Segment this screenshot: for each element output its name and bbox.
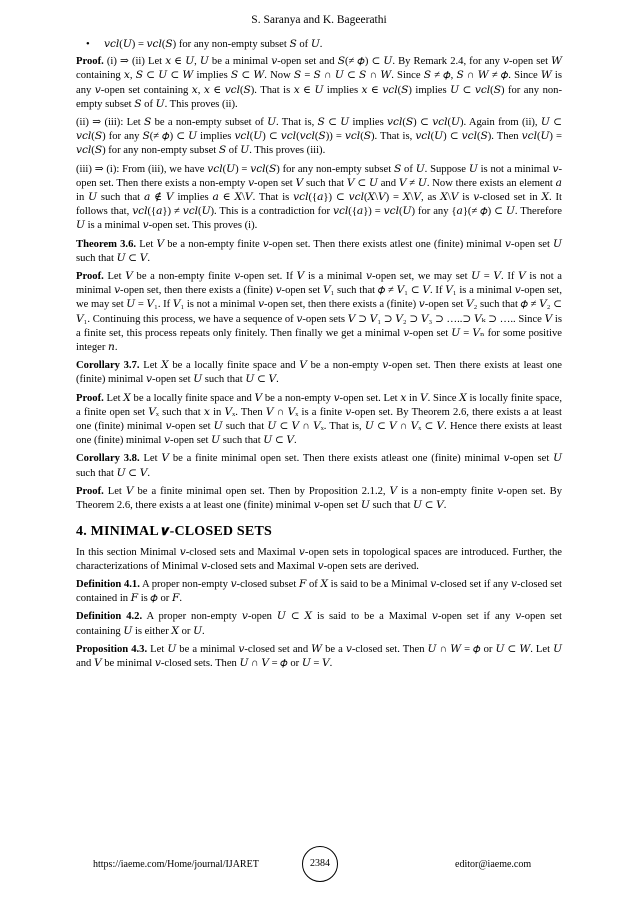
definition-label: Definition 4.1. [76,578,140,590]
proof-paragraph [76,55,562,112]
page-footer [0,846,638,886]
definition-4-2 [76,610,562,638]
proposition-label: Proposition 4.3. [76,643,148,655]
proof-3-7 [76,392,562,449]
page-body [76,38,562,675]
proof-text: (i) ⇒ (ii) Let 𝑥 ∈ 𝑈, 𝑈 be a minimal 𝑣-open set and 𝑆(≠ 𝜙) ⊂ 𝑈. By Remark 2.4, for any 𝑣-open set 𝑊 containing 𝑥, 𝑆 ⊂ 𝑈 ⊂ 𝑊 implies 𝑆 ⊂ 𝑊. Now 𝑆 = 𝑆 ∩ 𝑈 ⊂ 𝑆 ∩ 𝑊. Since 𝑆 ≠ 𝜙, 𝑆 ∩ 𝑊 ≠ 𝜙. Since 𝑊 is any 𝑣-open set containing 𝑥, 𝑥 ∈ 𝑣𝑐𝑙(𝑆). That is 𝑥 ∈ 𝑈 implies 𝑥 ∈ 𝑣𝑐𝑙(𝑆) implies 𝑈 ⊂ 𝑣𝑐𝑙(𝑆) for any non-empty subset 𝑆 of 𝑈. This proves (ii). [76,56,562,110]
proof-text: Let 𝑉 be a finite minimal open set. Then by Proposition 2.1.2, 𝑉 is a non-empty finite 𝑣-open set. By Theorem 2.6, there exists a at least one (finite) minimal 𝑣-open set 𝑈 such that 𝑈 ⊂ 𝑉. [76,485,562,512]
bullet-item [86,38,562,52]
journal-url[interactable]: https://iaeme.com/Home/journal/IJARET [93,859,259,870]
theorem-text: Let 𝑉 be a non-empty finite 𝑣-open set. Then there exists atlest one (finite) minimal 𝑣-open set 𝑈 such that 𝑈 ⊂ 𝑉. [76,238,562,264]
definition-text: A proper non-empty 𝑣-closed subset 𝐹 of 𝑋 is said to be a Minimal 𝑣-closed set if any 𝑣-closed set contained in 𝐹 is 𝜙 or 𝐹. [76,578,562,605]
proof-label: Proof. [76,56,104,68]
definition-label: Definition 4.2. [76,611,143,623]
proof-label: Proof. [76,271,104,283]
corollary-text: Let 𝑋 be a locally finite space and 𝑉 be a non-empty 𝑣-open set. Then there exists at least one (finite) minimal 𝑣-open set 𝑈 such that 𝑈 ⊂ 𝑉. [76,360,562,386]
proof-text: Let 𝑉 be a non-empty finite 𝑣-open set. If 𝑉 is a minimal 𝑣-open set, we may set 𝑈 = 𝑉. If 𝑉 is not a minimal 𝑣-open set, then there exists a (finite) 𝑣-open set 𝑉₁ such that 𝜙 ≠ 𝑉₁ ⊂ 𝑉. If 𝑉₁ is a minimal 𝑣-open set, we may set 𝑈 = 𝑉₁. If 𝑉₁ is not a minimal 𝑣-open set, then there exists a (finite) 𝑣-open set 𝑉₂ such that 𝜙 ≠ 𝑉₂ ⊂ 𝑉₁. Continuing this process, we have a sequence of 𝑣-open sets 𝑉 ⊃ 𝑉₁ ⊃ 𝑉₂ ⊃ 𝑉₃ ⊃ …..⊃ 𝑉ₖ ⊃ ….. Since 𝑉 is a finite set, this process repeats only finitely. Then finally we get a minimal 𝑣-open set 𝑈 = 𝑉ₙ for some positive integer 𝑛. [76,271,562,354]
bullet-icon: • [86,39,90,50]
corollary-label: Corollary 3.7. [76,360,140,372]
definition-4-1 [76,578,562,606]
proof-paragraph-iii-i: (iii) ⇒ (i): From (iii), we have 𝑣𝑐𝑙(𝑈) = 𝑣𝑐𝑙(𝑆) for any non-empty subset 𝑆 of 𝑈. Suppose 𝑈 is not a minimal 𝑣-open set. Then there exists a non-empty 𝑣-open set 𝑉 such that 𝑉 ⊂ 𝑈 and 𝑉 ≠ 𝑈. Now there exists an element 𝑎 in 𝑈 such that 𝑎 ∉ 𝑉 implies 𝑎 ∈ 𝑋\𝑉. That is 𝑣𝑐𝑙({𝑎}) ⊂ 𝑣𝑐𝑙(𝑋\𝑉) = 𝑋\𝑉, as 𝑋\𝑉 is 𝑣-closed set in 𝑋. It follows that, 𝑣𝑐𝑙({𝑎}) ≠ 𝑣𝑐𝑙(𝑈). This is a contradiction for 𝑣𝑐𝑙({𝑎}) = 𝑣𝑐𝑙(𝑈) for any {𝑎}(≠ 𝜙) ⊂ 𝑈. Therefore 𝑈 is a minimal 𝑣-open set. This proves (i). [76,163,562,232]
theorem-3-6 [76,238,562,266]
proof-label: Proof. [76,485,104,497]
theorem-label: Theorem 3.6. [76,238,137,250]
proof-label: Proof. [76,392,104,404]
corollary-label: Corollary 3.8. [76,453,140,465]
corollary-3-7 [76,359,562,387]
section-intro: In this section Minimal 𝑣-closed sets and Maximal 𝑣-open sets in topological spaces are introduced. Further, the characterizations of Minimal 𝑣-closed sets and Maximal 𝑣-open sets are derived. [76,546,562,572]
proof-paragraph-ii-iii: (ii) ⇒ (iii): Let 𝑆 be a non-empty subset of 𝑈. That is, 𝑆 ⊂ 𝑈 implies 𝑣𝑐𝑙(𝑆) ⊂ 𝑣𝑐𝑙(𝑈). Again from (ii), 𝑈 ⊂ 𝑣𝑐𝑙(𝑆) for any 𝑆(≠ 𝜙) ⊂ 𝑈 implies 𝑣𝑐𝑙(𝑈) ⊂ 𝑣𝑐𝑙(𝑣𝑐𝑙(𝑆)) = 𝑣𝑐𝑙(𝑆). That is, 𝑣𝑐𝑙(𝑈) ⊂ 𝑣𝑐𝑙(𝑆). Then 𝑣𝑐𝑙(𝑈) = 𝑣𝑐𝑙(𝑆) for any non-empty subset 𝑆 of 𝑈. This proves (iii). [76,117,562,157]
page-number: 2384 [302,846,338,882]
definition-text: A proper non-empty 𝑣-open 𝑈 ⊂ 𝑋 is said to be a Maximal 𝑣-open set if any 𝑣-open set containing 𝑈 is either 𝑋 or 𝑈. [76,611,562,637]
editor-email[interactable]: editor@iaeme.com [455,859,532,870]
proposition-4-3 [76,643,562,671]
section-heading: 4. MINIMAL 𝒗-CLOSED SETS [76,524,272,540]
proof-text: Let 𝑋 be a locally finite space and 𝑉 be a non-empty 𝑣-open set. Let 𝑥 in 𝑉. Since 𝑋 is locally finite space, a finite open set 𝑉ₓ such that 𝑥 in 𝑉ₓ. Then 𝑉 ∩ 𝑉ₓ is a finite 𝑣-open set. By Theorem 2.6, there exists a at least one (finite) minimal 𝑣-open set 𝑈 such that 𝑈 ⊂ 𝑉 ∩ 𝑉ₓ. That is, 𝑈 ⊂ 𝑉 ∩ 𝑉ₓ ⊂ 𝑉. Hence there exists at least one (finite) minimal 𝑣-open set 𝑈 such that 𝑈 ⊂ 𝑉. [76,392,562,447]
running-header: S. Saranya and K. Bageerathi [251,14,387,26]
corollary-text: Let 𝑉 be a finite minimal open set. Then there exists atleast one (finite) minimal 𝑣-open set 𝑈 such that 𝑈 ⊂ 𝑉. [76,453,563,479]
corollary-3-8 [76,452,562,480]
proof-3-8 [76,485,562,513]
proposition-text: Let 𝑈 be a minimal 𝑣-closed set and 𝑊 be a 𝑣-closed set. Then 𝑈 ∩ 𝑊 = 𝜙 or 𝑈 ⊂ 𝑊. Let 𝑈 and 𝑉 be minimal 𝑣-closed sets. Then 𝑈 ∩ 𝑉 = 𝜙 or 𝑈 = 𝑉. [76,643,563,669]
bullet-text: 𝑣𝑐𝑙(𝑈) = 𝑣𝑐𝑙(𝑆) for any non-empty subset 𝑆 of 𝑈. [104,39,323,50]
proof-3-6 [76,270,562,355]
